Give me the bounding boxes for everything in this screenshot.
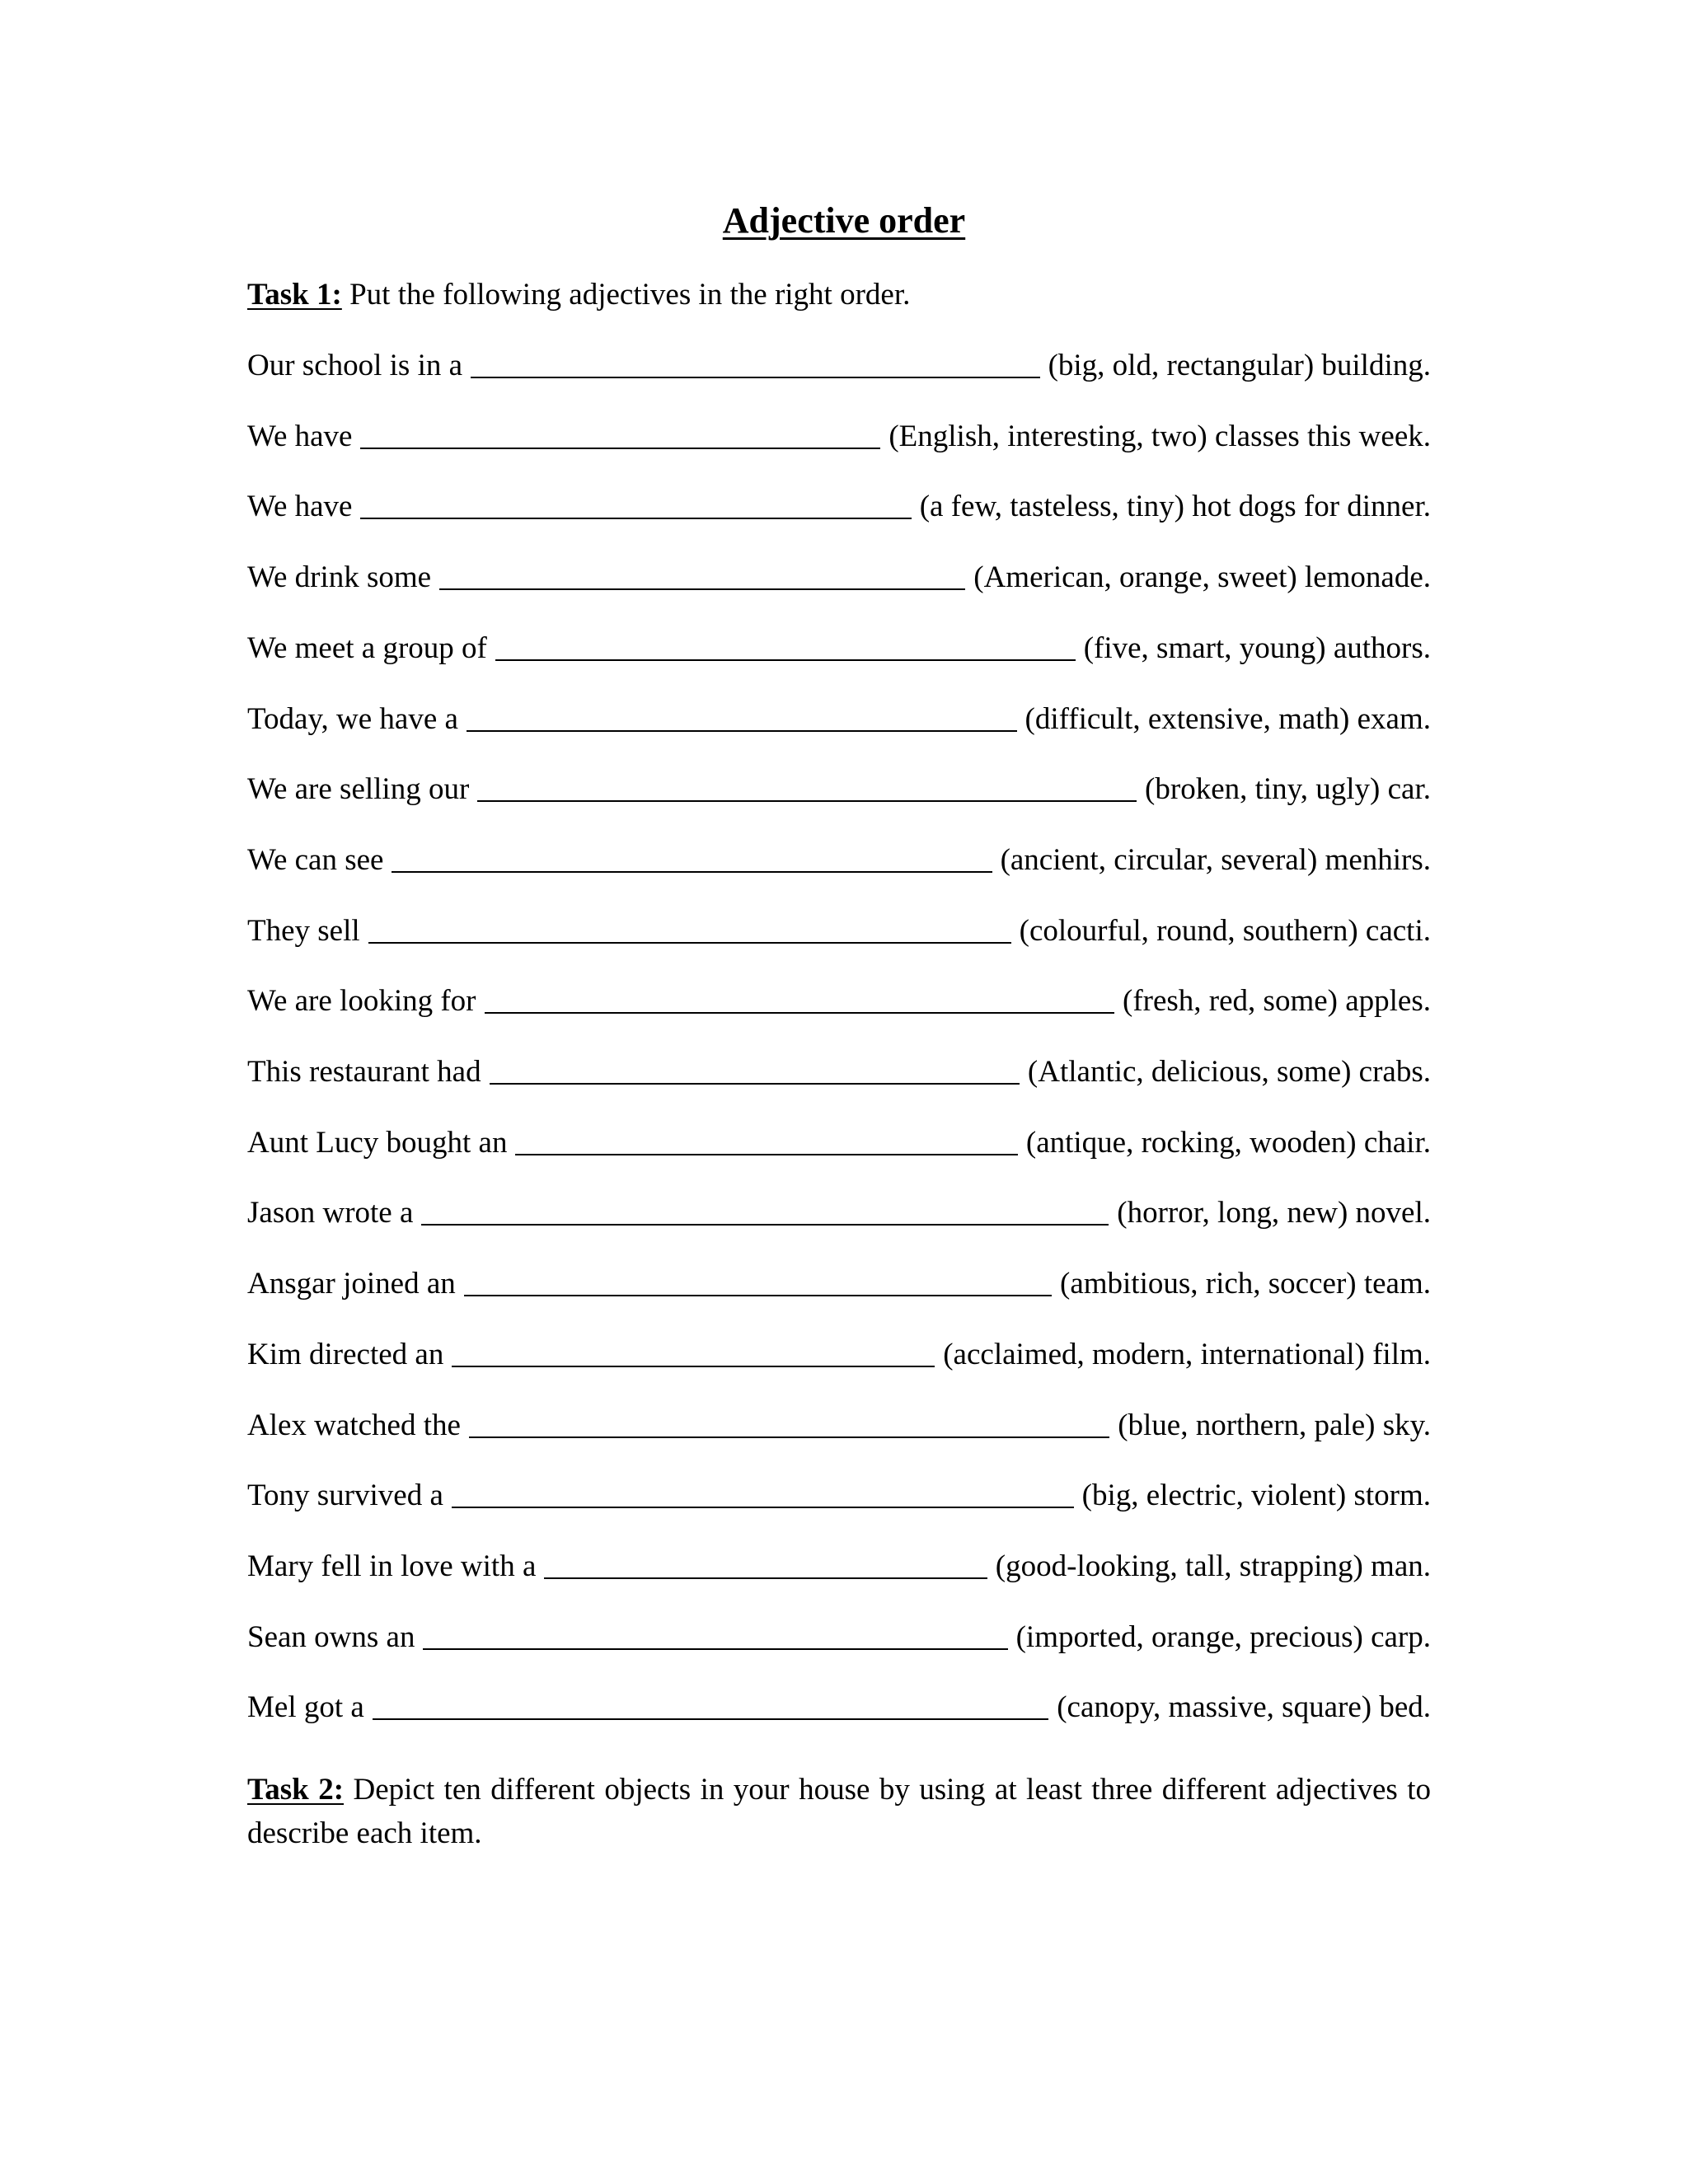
answer-blank[interactable] [421,1193,1109,1226]
sentence-start: Jason wrote a [247,1196,414,1230]
sentence-start: Our school is in a [247,349,463,382]
sentence-end: (fresh, red, some) apples. [1123,984,1431,1018]
exercise-row [247,628,1431,669]
sentence-end: (big, electric, violent) storm. [1081,1479,1431,1512]
exercise-row [247,345,1431,387]
exercise-row [247,1052,1431,1093]
sentence-end: (English, interesting, two) classes this week. [889,419,1431,453]
answer-blank[interactable] [469,1405,1109,1438]
sentence-end: (imported, orange, precious) carp. [1015,1620,1431,1654]
exercise-row [247,1122,1431,1164]
sentence-end: (horror, long, new) novel. [1117,1196,1431,1230]
exercise-row [247,699,1431,740]
answer-blank[interactable] [392,840,992,873]
task1-instruction: Put the following adjectives in the right order. [341,278,911,312]
sentence-end: (blue, northern, pale) sky. [1118,1408,1431,1442]
sentence-start: This restaurant had [247,1055,481,1089]
exercise-row [247,1475,1431,1516]
sentence-start: We have [247,419,353,453]
sentence-start: We drink some [247,560,432,594]
exercise-row [247,1546,1431,1587]
answer-blank[interactable] [515,1122,1017,1155]
sentence-end: (difficult, extensive, math) exam. [1025,702,1431,736]
sentence-end: (ambitious, rich, soccer) team. [1060,1267,1431,1301]
exercise-row [247,981,1431,1022]
sentence-start: They sell [247,914,360,948]
exercise-row [247,557,1431,598]
answer-blank[interactable] [544,1546,987,1579]
exercise-row [247,911,1431,952]
exercise-row [247,1263,1431,1305]
answer-blank[interactable] [373,1687,1048,1720]
exercise-row [247,1405,1431,1446]
sentence-start: Mary fell in love with a [247,1549,537,1583]
answer-blank[interactable] [485,981,1115,1014]
sentence-end: (antique, rocking, wooden) chair. [1025,1126,1431,1160]
sentence-end: (colourful, round, southern) cacti. [1019,914,1431,948]
answer-blank[interactable] [495,628,1076,661]
sentence-end: (canopy, massive, square) bed. [1057,1690,1431,1724]
sentence-start: Aunt Lucy bought an [247,1126,508,1160]
exercise-row [247,1193,1431,1234]
sentence-end: (American, orange, sweet) lemonade. [973,560,1431,594]
answer-blank[interactable] [452,1475,1074,1508]
sentence-start: Mel got a [247,1690,364,1724]
sentence-end: (ancient, circular, several) menhirs. [1000,843,1431,877]
title-text: Adjective order [722,200,966,241]
answer-blank[interactable] [490,1052,1020,1085]
sentence-start: We can see [247,843,384,877]
sentence-end: (a few, tasteless, tiny) hot dogs for dinner. [919,490,1431,523]
page-title [0,196,1688,246]
sentence-start: We are looking for [247,984,476,1018]
sentence-end: (five, smart, young) authors. [1083,631,1431,665]
answer-blank[interactable] [360,416,880,449]
answer-blank[interactable] [467,699,1017,732]
sentence-start: Sean owns an [247,1620,415,1654]
answer-blank[interactable] [464,1263,1052,1296]
sentence-end: (Atlantic, delicious, some) crabs. [1027,1055,1431,1089]
exercise-row [247,1687,1431,1728]
exercise-row [247,840,1431,881]
answer-blank[interactable] [477,769,1137,802]
sentence-start: Today, we have a [247,702,458,736]
sentence-start: Tony survived a [247,1479,443,1512]
sentence-start: Alex watched the [247,1408,461,1442]
exercise-row [247,486,1431,527]
sentence-start: Kim directed an [247,1338,444,1371]
sentence-start: Ansgar joined an [247,1267,456,1301]
sentence-start: We meet a group of [247,631,487,665]
sentence-end: (big, old, rectangular) building. [1048,349,1431,382]
answer-blank[interactable] [439,557,965,590]
task2-text: Depict ten different objects in your house by using at least three different adjectives to describe each item. [247,1773,1431,1850]
answer-blank[interactable] [368,911,1011,944]
exercise-row [247,1617,1431,1658]
sentence-start: We have [247,490,353,523]
sentence-end: (broken, tiny, ugly) car. [1145,772,1431,806]
exercise-row [247,1334,1431,1376]
answer-blank[interactable] [360,486,911,519]
answer-blank[interactable] [471,345,1040,378]
sentence-start: We are selling our [247,772,470,806]
task2-paragraph [247,1768,1431,1855]
task1-heading [247,274,910,316]
exercise-row [247,769,1431,810]
answer-blank[interactable] [452,1334,935,1367]
task1-label: Task 1: [247,278,342,312]
task2-label: Task 2: [247,1773,345,1807]
sentence-end: (good-looking, tall, strapping) man. [995,1549,1431,1583]
sentence-end: (acclaimed, modern, international) film. [943,1338,1431,1371]
exercise-row [247,416,1431,457]
answer-blank[interactable] [423,1617,1007,1650]
